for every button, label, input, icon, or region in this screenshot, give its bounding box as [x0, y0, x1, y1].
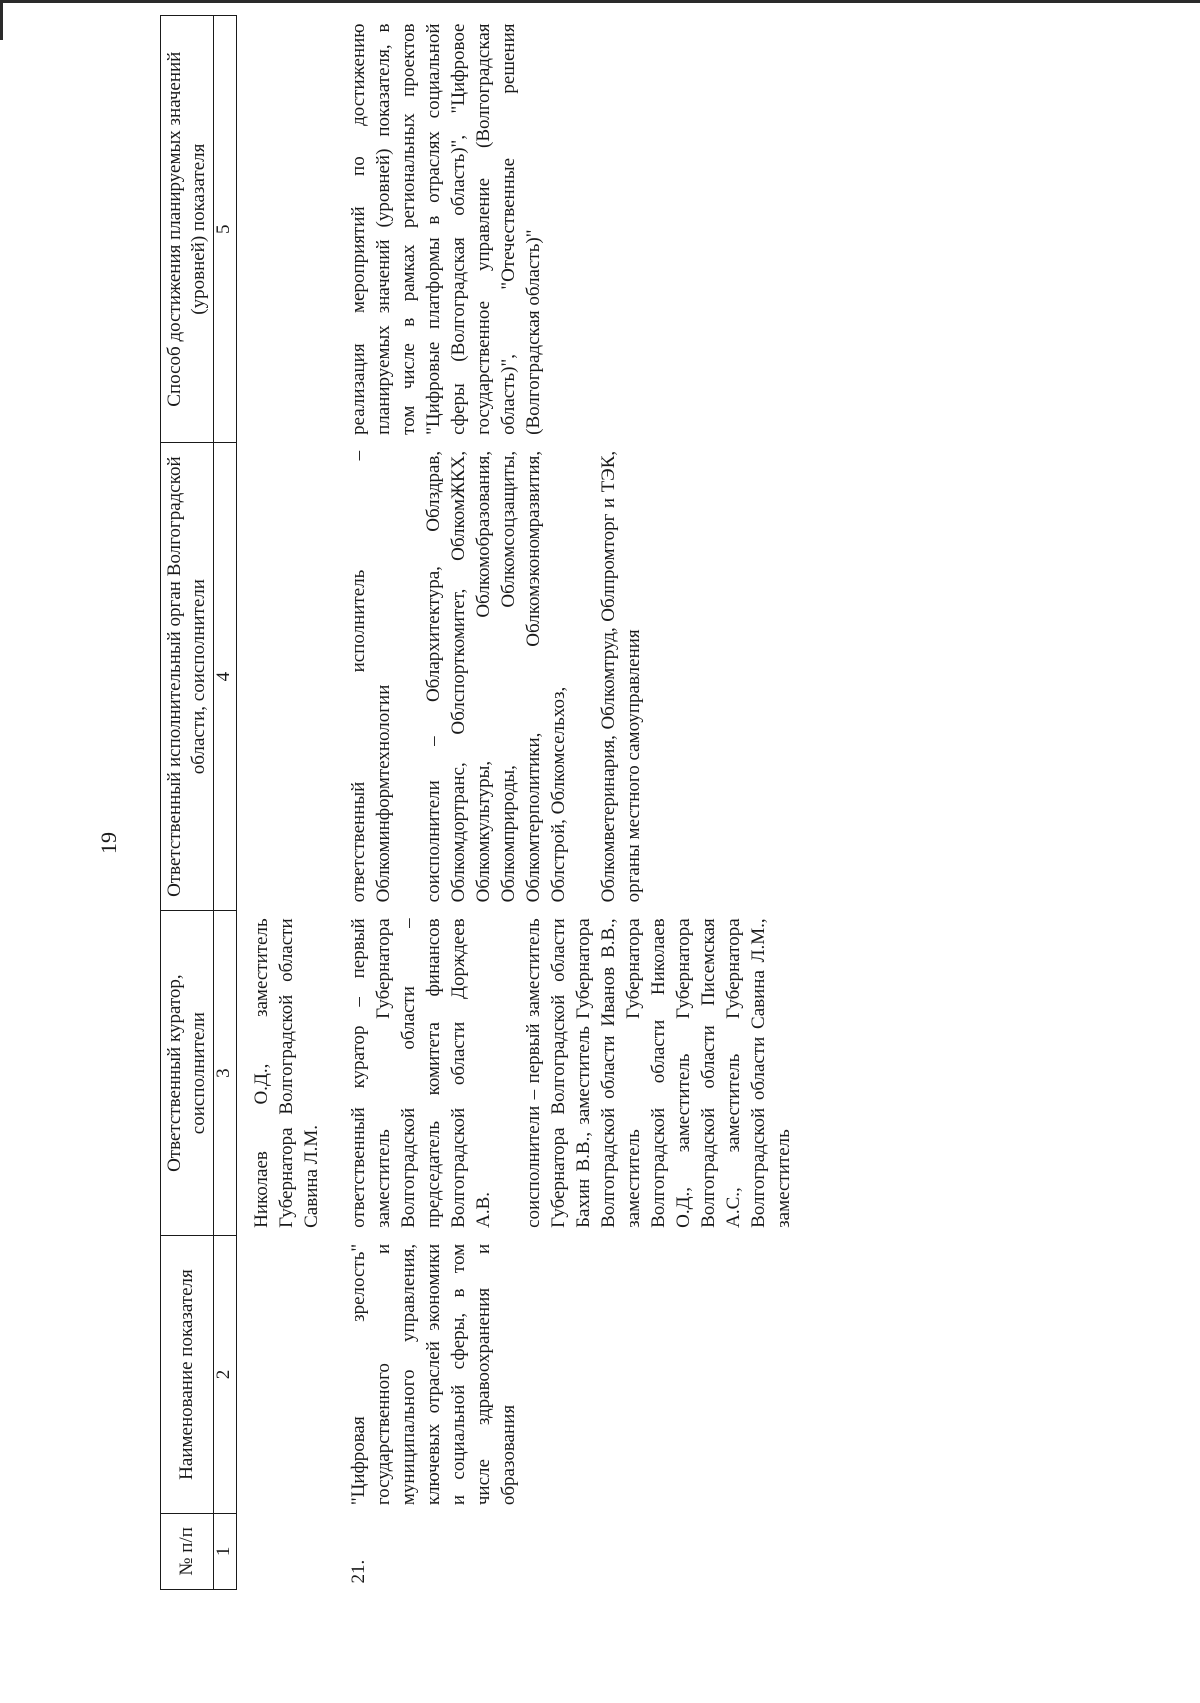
curator-cell — [340, 910, 800, 1236]
header-executor: Ответственный исполнительный орган Волгоградской области, соисполнители — [161, 443, 214, 911]
header-curator: Ответственный куратор, соисполнители — [161, 910, 214, 1236]
curator-coexecutors: соисполнители – первый заместитель Губернатора Волгоградской области Бахин В.В., заместитель Губернатора Волгоградской области Иванов В.В., заместитель Губернатора Волгоградской области Николаев О.Д., заместитель Губернатора Волгоградской области Писемская А.С., заместитель Губернатора Волгоградской области Савина Л.М., заместитель — [523, 918, 794, 1228]
column-number: 1 — [214, 1513, 237, 1589]
table-row-continuation — [237, 16, 341, 1590]
table-header-row — [161, 16, 214, 1590]
page-number: 19 — [96, 832, 121, 854]
method-cell: реализация мероприятий по достижению планируемых значений (уровней) показателя, в том числе в рамках региональных проектов "Цифровые платформы в отраслях социальной сферы (Волгоградская область)", "Цифровое государственное управление (Волгоградская область)", "Отечественные решения (Волгоградская область)" — [348, 23, 544, 435]
executor-responsible: ответственный исполнитель – Облкоминформтехнологии — [348, 450, 394, 903]
column-number: 4 — [214, 443, 237, 911]
curator-responsible: ответственный куратор – первый заместитель Губернатора Волгоградской области – председатель комитета финансов Волгоградской области Дорждеев А.В. — [348, 918, 494, 1228]
header-method: Способ достижения планируемых значений (уровней) показателя — [161, 16, 214, 443]
column-number: 2 — [214, 1236, 237, 1513]
header-indicator-name: Наименование показателя — [161, 1236, 214, 1513]
executor-cell — [340, 443, 800, 911]
column-number: 5 — [214, 16, 237, 443]
table-row-21 — [340, 16, 800, 1590]
executor-coexecutors: соисполнители – Облархитектура, Облздрав, Облкомдортранс, Облспорткомитет, ОблкомЖКХ, Облкомкультуры, Облкомобразования, Облкомприроды, Облкомсоцзащиты, Облкомтерполитики, Облкомэкономразвития, Облстрой, Облкомсельхоз, — [423, 450, 569, 903]
column-number: 3 — [214, 910, 237, 1236]
header-number: № п/п — [161, 1513, 214, 1589]
executor-more-coexecutors: Облкомветеринария, Облкомтруд, Облпромторг и ТЭК, органы местного самоуправления — [598, 450, 644, 903]
indicators-table — [160, 15, 800, 1590]
row-number: 21. — [348, 1559, 369, 1584]
column-number-row — [214, 16, 237, 1590]
indicator-name-cell: "Цифровая зрелость" государственного и муниципального управления, ключевых отраслей экономики и социальной сферы, в том числе здравоохранения и образования — [348, 1243, 519, 1506]
curator-continuation-cell: Николаев О.Д., заместитель Губернатора Волгоградской области Савина Л.М. — [251, 918, 322, 1228]
